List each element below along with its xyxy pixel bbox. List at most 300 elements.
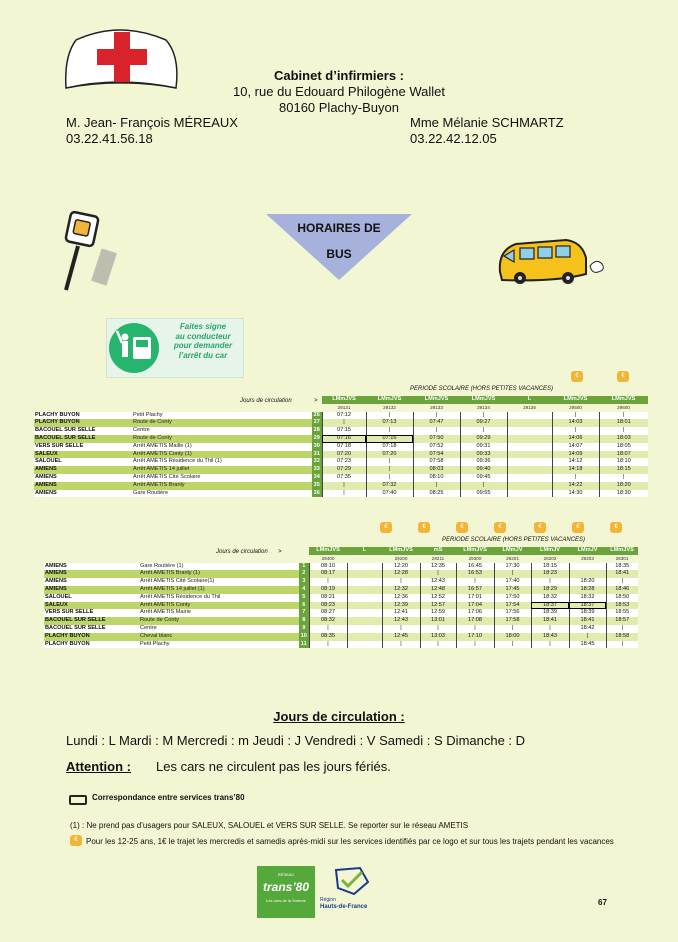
- time-cell: 18:20: [569, 578, 606, 586]
- day-code: LMmJVS: [382, 547, 420, 555]
- stop-town: SALOUEL: [44, 594, 139, 602]
- time-cell: 18:50: [606, 594, 638, 602]
- time-cell: 18:39: [569, 609, 606, 617]
- day-code: LMmJVS: [460, 396, 507, 404]
- time-cell: [347, 625, 382, 633]
- time-cell: 18:15: [599, 466, 648, 474]
- time-cell: [347, 578, 382, 586]
- time-cell: 17:56: [494, 609, 531, 617]
- table-row: [44, 617, 638, 625]
- cabinet-title: Cabinet d’infirmiers :: [273, 68, 405, 83]
- region-logo-line1: Région: [320, 897, 336, 903]
- time-cell: |: [309, 578, 347, 586]
- code-blank: [34, 404, 132, 412]
- hail-sign-line3: pour demander: [173, 341, 233, 350]
- time-cell: [507, 451, 552, 459]
- time-cell: |: [382, 641, 420, 649]
- hail-sign-line1: Faites signe: [179, 322, 227, 331]
- time-cell: 14:22: [552, 482, 599, 490]
- stop-town: PLACHY BUYON: [44, 641, 139, 649]
- stop-number: 6: [299, 602, 309, 610]
- euro-coin-icon: €: [610, 522, 622, 533]
- time-cell: 14:03: [552, 419, 599, 427]
- time-cell: [347, 586, 382, 594]
- nurse1-name: M. Jean- François MÉREAUX: [66, 115, 238, 130]
- page-number: 67: [598, 898, 607, 907]
- time-cell: 08:35: [309, 633, 347, 641]
- time-cell: 08:25: [413, 490, 460, 498]
- time-cell: 18:39: [531, 609, 569, 617]
- banner-line1: HORAIRES DE: [297, 221, 381, 235]
- table2-jours-label: Jours de circulation: [216, 549, 268, 555]
- stop-number: 29: [312, 435, 322, 443]
- table-row: [34, 458, 648, 466]
- stop-name: Arrêt AMETIS Résidence du Thil: [139, 594, 299, 602]
- time-cell: 08:10: [413, 474, 460, 482]
- time-cell: 12:39: [382, 602, 420, 610]
- service-code: 29600: [617, 404, 630, 410]
- time-cell: [507, 443, 552, 451]
- time-cell: 17:40: [494, 578, 531, 586]
- time-cell: 18:20: [599, 482, 648, 490]
- note-1: (1) : Ne prend pas d’usagers pour SALEUX, SALOUEL et VERS SUR SELLE. Se reporter sur le réseau AMETIS: [70, 821, 469, 830]
- time-cell: 07:23: [322, 458, 366, 466]
- service-code: 29211: [431, 555, 445, 561]
- schedule-table-2: [44, 547, 638, 648]
- stop-name: Petit Plachy: [132, 412, 312, 420]
- stop-town: AMIENS: [34, 466, 132, 474]
- time-cell: 17:50: [494, 594, 531, 602]
- stop-number: 31: [312, 451, 322, 459]
- time-cell: 17:06: [456, 609, 494, 617]
- time-cell: 18:58: [606, 633, 638, 641]
- time-cell: 07:20: [366, 451, 413, 459]
- trans80-logo-tag: Les cars de la Somme: [266, 898, 306, 903]
- time-cell: |: [456, 625, 494, 633]
- time-cell: 18:41: [531, 617, 569, 625]
- time-cell: |: [460, 482, 507, 490]
- hail-driver-icon: [109, 321, 159, 375]
- time-cell: 18:35: [606, 563, 638, 571]
- time-cell: 07:15: [322, 427, 366, 435]
- time-cell: 07:29: [322, 466, 366, 474]
- stop-number: 34: [312, 474, 322, 482]
- time-cell: 16:53: [456, 570, 494, 578]
- time-cell: 12:57: [420, 602, 456, 610]
- nurse2-phone: 03.22.42.12.05: [410, 131, 497, 146]
- table-row: [44, 641, 638, 649]
- time-cell: 12:35: [420, 563, 456, 571]
- time-cell: |: [382, 625, 420, 633]
- attention-text: Les cars ne circulent pas les jours fériés.: [156, 759, 391, 774]
- time-cell: |: [569, 633, 606, 641]
- stop-town: BACOUEL SUR SELLE: [34, 427, 132, 435]
- stop-number: 26: [312, 412, 322, 420]
- time-cell: 07:54: [413, 451, 460, 459]
- euro-coin-icon: €: [571, 371, 583, 382]
- table-row: [34, 435, 648, 443]
- time-cell: [347, 602, 382, 610]
- stop-number: 32: [312, 458, 322, 466]
- time-cell: 18:41: [569, 617, 606, 625]
- time-cell: [569, 570, 606, 578]
- stop-name: Arrêt AMETIS 14 juillet: [132, 466, 312, 474]
- stop-number: 9: [299, 625, 309, 633]
- time-cell: 18:23: [531, 570, 569, 578]
- time-cell: 08:23: [309, 602, 347, 610]
- table1-period: PERIODE SCOLAIRE (HORS PETITES VACANCES): [410, 386, 554, 392]
- time-cell: 18:41: [606, 570, 638, 578]
- stop-number: 11: [299, 641, 309, 649]
- time-cell: |: [366, 412, 413, 420]
- nurse2-name: Mme Mélanie SCHMARTZ: [410, 115, 564, 130]
- stop-town: PLACHY BUYON: [34, 412, 132, 420]
- service-code-row: [34, 404, 648, 412]
- service-code: 29134: [477, 404, 490, 410]
- stop-town: AMIENS: [34, 474, 132, 482]
- time-cell: 17:08: [456, 617, 494, 625]
- header-row: [44, 547, 638, 555]
- time-cell: [347, 617, 382, 625]
- time-cell: [347, 594, 382, 602]
- time-cell: 08:17: [309, 570, 347, 578]
- time-cell: 18:03: [599, 435, 648, 443]
- euro-coin-icon: €: [617, 371, 629, 382]
- time-cell: [347, 570, 382, 578]
- time-cell: 18:07: [599, 451, 648, 459]
- time-cell: 17:30: [494, 563, 531, 571]
- euro-coin-icon: €: [456, 522, 468, 533]
- time-cell: 18:28: [569, 586, 606, 594]
- service-code: 29201: [506, 555, 519, 561]
- header-blank: [44, 547, 139, 555]
- time-cell: |: [366, 458, 413, 466]
- day-code: LMmJVS: [456, 547, 494, 555]
- time-cell: 07:58: [413, 458, 460, 466]
- stop-name: Arrêt AMETIS Conty: [139, 602, 299, 610]
- time-cell: 18:55: [606, 609, 638, 617]
- time-cell: 12:52: [420, 594, 456, 602]
- stop-name: Petit Plachy: [139, 641, 299, 649]
- stop-town: AMIENS: [34, 490, 132, 498]
- time-cell: |: [552, 427, 599, 435]
- time-cell: |: [494, 641, 531, 649]
- time-cell: [507, 419, 552, 427]
- stop-town: AMIENS: [44, 578, 139, 586]
- stop-town: PLACHY BUYON: [44, 633, 139, 641]
- time-cell: [507, 427, 552, 435]
- stop-town: SALEUX: [44, 602, 139, 610]
- time-cell: |: [322, 482, 366, 490]
- time-cell: |: [494, 570, 531, 578]
- correspondance-text: Correspondance entre services trans’80: [92, 793, 245, 802]
- day-code: L: [347, 547, 382, 555]
- table-row: [44, 563, 638, 571]
- time-cell: |: [460, 412, 507, 420]
- code-blank: [132, 404, 312, 412]
- time-cell: 09:40: [460, 466, 507, 474]
- time-cell: 08:32: [309, 617, 347, 625]
- table-row: [34, 466, 648, 474]
- stop-name: Gare Routière: [132, 490, 312, 498]
- table-row: [34, 412, 648, 420]
- service-code-row: [44, 555, 638, 563]
- time-cell: |: [366, 474, 413, 482]
- legend-days: Lundi : L Mardi : M Mercredi : m Jeudi : J Vendredi : V Samedi : S Dimanche : D: [66, 733, 526, 748]
- day-code: L: [507, 396, 552, 404]
- stop-town: PLACHY BUYON: [34, 419, 132, 427]
- service-code: 29200: [394, 555, 408, 561]
- time-cell: |: [494, 625, 531, 633]
- header-blank: [312, 396, 322, 404]
- time-cell: 18:05: [599, 443, 648, 451]
- time-cell: 09:33: [460, 451, 507, 459]
- euro-coin-icon: €: [534, 522, 546, 533]
- stop-town: AMIENS: [44, 563, 139, 571]
- time-cell: 18:29: [531, 586, 569, 594]
- stop-number: 28: [312, 427, 322, 435]
- time-cell: 08:03: [413, 466, 460, 474]
- stop-number: 2: [299, 570, 309, 578]
- time-cell: |: [599, 412, 648, 420]
- region-map-icon: [330, 866, 370, 896]
- banner-line2: BUS: [326, 247, 352, 261]
- service-code: 29202: [543, 555, 557, 561]
- time-cell: |: [366, 466, 413, 474]
- time-cell: |: [552, 412, 599, 420]
- time-cell: |: [382, 578, 420, 586]
- time-cell: 14:12: [552, 458, 599, 466]
- table2-period: PERIODE SCOLAIRE (HORS PETITES VACANCES): [442, 537, 586, 543]
- service-code: 29400: [321, 555, 335, 561]
- code-blank: [312, 404, 322, 412]
- time-cell: 13:03: [420, 633, 456, 641]
- time-cell: |: [366, 427, 413, 435]
- time-cell: |: [309, 625, 347, 633]
- time-cell: 18:32: [531, 594, 569, 602]
- day-code: LMmJVS: [552, 396, 599, 404]
- table-row: [34, 443, 648, 451]
- day-code: LMmJVS: [309, 547, 347, 555]
- day-code: LMmJV: [569, 547, 606, 555]
- stop-number: 4: [299, 586, 309, 594]
- time-cell: 07:18: [366, 443, 413, 451]
- time-cell: 12:28: [382, 570, 420, 578]
- time-cell: 17:10: [456, 633, 494, 641]
- time-cell: |: [322, 490, 366, 498]
- time-cell: [507, 474, 552, 482]
- table-row: [34, 419, 648, 427]
- bus-icon: [496, 236, 606, 293]
- stop-number: 5: [299, 594, 309, 602]
- time-cell: 09:29: [460, 435, 507, 443]
- time-cell: 18:10: [599, 458, 648, 466]
- table-row: [44, 633, 638, 641]
- time-cell: 16:45: [456, 563, 494, 571]
- time-cell: |: [420, 641, 456, 649]
- time-cell: 12:59: [420, 609, 456, 617]
- table2-arrow: >: [278, 549, 282, 555]
- hail-sign-line2: au conducteur: [175, 331, 231, 341]
- stop-town: AMIENS: [44, 570, 139, 578]
- time-cell: 12:41: [382, 609, 420, 617]
- stop-name: Arrêt AMETIS Maille (1): [132, 443, 312, 451]
- time-cell: |: [606, 578, 638, 586]
- time-cell: 07:16: [366, 435, 413, 443]
- service-code: 29133: [430, 404, 443, 410]
- stop-number: 10: [299, 633, 309, 641]
- attention-label: Attention :: [66, 759, 131, 774]
- euro-coin-icon: €: [70, 835, 82, 846]
- service-code: 29301: [615, 555, 629, 561]
- header-blank: [299, 547, 309, 555]
- time-cell: |: [420, 570, 456, 578]
- euro-coin-icon: €: [494, 522, 506, 533]
- time-cell: [507, 466, 552, 474]
- service-code: 29203: [581, 555, 594, 561]
- code-blank: [299, 555, 309, 563]
- stop-number: 1: [299, 563, 309, 571]
- time-cell: [347, 609, 382, 617]
- stop-town: BACOUEL SUR SELLE: [44, 617, 139, 625]
- time-cell: 14:30: [552, 490, 599, 498]
- region-logo: [320, 866, 380, 918]
- time-cell: 09:31: [460, 443, 507, 451]
- stop-name: Route de Conty: [139, 617, 299, 625]
- code-blank: [44, 555, 139, 563]
- time-cell: |: [309, 641, 347, 649]
- code-blank: [139, 555, 299, 563]
- stop-number: 8: [299, 617, 309, 625]
- time-cell: 17:58: [494, 617, 531, 625]
- trans80-logo-small: RÉSEAU: [277, 872, 295, 877]
- day-code: LMmJVS: [599, 396, 648, 404]
- table-row: [34, 427, 648, 435]
- stop-name: Arrêt AMETIS Cité Scolaire(1): [139, 578, 299, 586]
- time-cell: 17:01: [456, 594, 494, 602]
- time-cell: |: [531, 578, 569, 586]
- stop-name: Gare Routière (1): [139, 563, 299, 571]
- header-blank: [34, 396, 132, 404]
- service-code: 29300: [468, 555, 482, 561]
- table-row: [44, 625, 638, 633]
- stop-number: 30: [312, 443, 322, 451]
- time-cell: 07:50: [413, 435, 460, 443]
- time-cell: 16:57: [456, 586, 494, 594]
- time-cell: [507, 490, 552, 498]
- time-cell: [347, 563, 382, 571]
- table1-arrow: >: [314, 398, 318, 404]
- euro-coin-icon: €: [418, 522, 430, 533]
- time-cell: 18:43: [531, 633, 569, 641]
- time-cell: 18:32: [569, 594, 606, 602]
- stop-name: Route de Conty: [132, 419, 312, 427]
- table-row: [44, 578, 638, 586]
- stop-number: 33: [312, 466, 322, 474]
- time-cell: 07:13: [366, 419, 413, 427]
- nurse1-phone: 03.22.41.56.18: [66, 131, 153, 146]
- stop-town: BACOUEL SUR SELLE: [34, 435, 132, 443]
- time-cell: [507, 435, 552, 443]
- time-cell: |: [456, 641, 494, 649]
- time-cell: 09:27: [460, 419, 507, 427]
- day-code: LMmJVS: [366, 396, 413, 404]
- stop-town: AMIENS: [44, 586, 139, 594]
- time-cell: 07:18: [322, 443, 366, 451]
- time-cell: [507, 482, 552, 490]
- stop-name: Arrêt AMETIS Conty (1): [132, 451, 312, 459]
- time-cell: 09:55: [460, 490, 507, 498]
- service-code: 29500: [569, 404, 582, 410]
- stop-town: VERS SUR SELLE: [44, 609, 139, 617]
- time-cell: 07:52: [413, 443, 460, 451]
- time-cell: |: [606, 625, 638, 633]
- table-row: [34, 490, 648, 498]
- time-cell: |: [599, 474, 648, 482]
- time-cell: 12:43: [382, 617, 420, 625]
- day-code: LMmJVS: [606, 547, 638, 555]
- table-row: [44, 594, 638, 602]
- euro-coin-icon: €: [380, 522, 392, 533]
- day-code: LMmJV: [494, 547, 531, 555]
- time-cell: 12:48: [420, 586, 456, 594]
- time-cell: 14:07: [552, 443, 599, 451]
- time-cell: 12:20: [382, 563, 420, 571]
- euro-coin-icon: €: [572, 522, 584, 533]
- stop-name: Centre: [132, 427, 312, 435]
- stop-town: BACOUEL SUR SELLE: [44, 625, 139, 633]
- time-cell: 09:45: [460, 474, 507, 482]
- time-cell: 07:32: [366, 482, 413, 490]
- note-2: Pour les 12-25 ans, 1€ le trajet les mercredis et samedis après-midi sur les services identifiés par ce logo et sur tous les trajets pendant les vacances: [86, 837, 614, 846]
- time-cell: 08:27: [309, 609, 347, 617]
- region-logo-line2: Hauts-de-France: [320, 904, 368, 910]
- stop-name: Arrêt AMETIS Mairie: [139, 609, 299, 617]
- time-cell: 07:12: [322, 412, 366, 420]
- time-cell: 07:47: [413, 419, 460, 427]
- time-cell: 17:54: [494, 602, 531, 610]
- time-cell: |: [420, 625, 456, 633]
- time-cell: |: [456, 578, 494, 586]
- time-cell: 07:16: [322, 435, 366, 443]
- time-cell: 18:46: [606, 586, 638, 594]
- time-cell: |: [599, 427, 648, 435]
- time-cell: 07:40: [366, 490, 413, 498]
- time-cell: |: [531, 641, 569, 649]
- table-row: [44, 609, 638, 617]
- time-cell: |: [552, 474, 599, 482]
- stop-town: SALEUX: [34, 451, 132, 459]
- time-cell: 08:19: [309, 586, 347, 594]
- time-cell: 09:36: [460, 458, 507, 466]
- table-row: [34, 451, 648, 459]
- time-cell: 08:21: [309, 594, 347, 602]
- service-code: 29132: [383, 404, 396, 410]
- stop-name: Arrêt AMETIS Cité Scolaire: [132, 474, 312, 482]
- stop-town: VERS SUR SELLE: [34, 443, 132, 451]
- time-cell: |: [322, 419, 366, 427]
- header-row: [34, 396, 648, 404]
- stop-name: Route de Conty: [132, 435, 312, 443]
- day-code: LMmJV: [531, 547, 569, 555]
- time-cell: 18:53: [606, 602, 638, 610]
- time-cell: |: [413, 427, 460, 435]
- hail-sign-line4: l’arrêt du car: [178, 350, 228, 360]
- day-code: LMmJVS: [413, 396, 460, 404]
- time-cell: 18:01: [599, 419, 648, 427]
- time-cell: |: [413, 412, 460, 420]
- time-cell: 08:10: [309, 563, 347, 571]
